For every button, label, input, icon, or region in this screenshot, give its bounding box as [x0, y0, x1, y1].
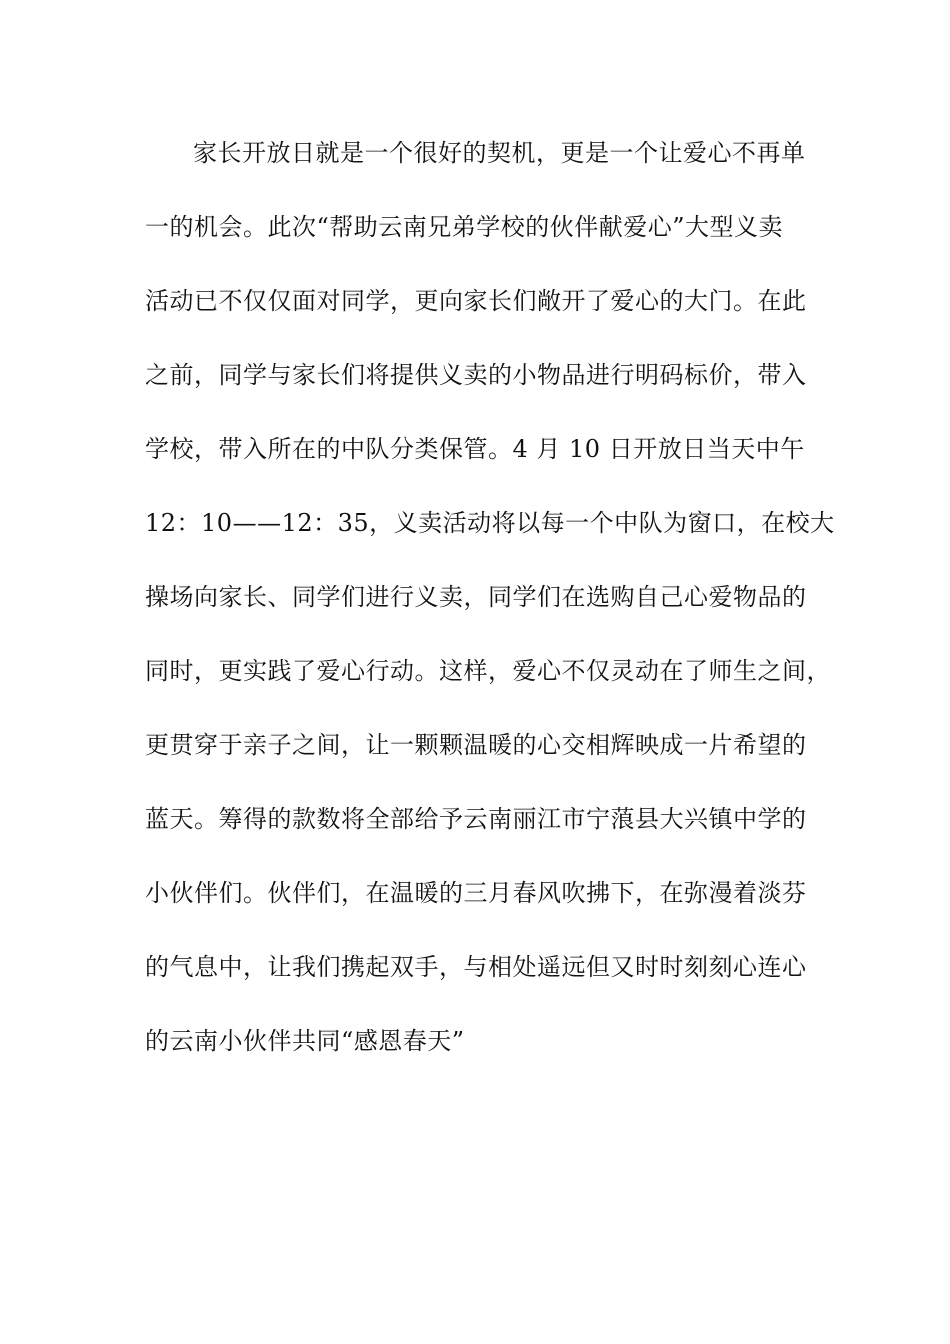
- document-body: [145, 132, 835, 1094]
- paragraph-line: 的气息中，让我们携起双手，与相处遥远但又时时刻刻心连心: [145, 953, 807, 981]
- paragraph-line: 家长开放日就是一个很好的契机，更是一个让爱心不再单: [193, 139, 806, 167]
- paragraph-line: 更贯穿于亲子之间，让一颗颗温暖的心交相辉映成一片希望的: [145, 731, 807, 759]
- paragraph-line: 一的机会。此次“帮助云南兄弟学校的伙伴献爱心”大型义卖: [145, 213, 784, 241]
- paragraph-line: 之前，同学与家长们将提供义卖的小物品进行明码标价，带入: [145, 361, 807, 389]
- paragraph-line: 的云南小伙伴共同“感恩春天”: [145, 1027, 465, 1055]
- paragraph-line: 12：10——12：35，义卖活动将以每一个中队为窗口，在校大: [145, 509, 835, 537]
- paragraph-line: 学校，带入所在的中队分类保管。4 月 10 日开放日当天中午: [145, 435, 805, 463]
- paragraph-line: 小伙伴们。伙伴们，在温暖的三月春风吹拂下，在弥漫着淡芬: [145, 879, 807, 907]
- paragraph-line: 同时，更实践了爱心行动。这样，爱心不仅灵动在了师生之间，: [145, 657, 831, 685]
- paragraph-line: 活动已不仅仅面对同学，更向家长们敞开了爱心的大门。在此: [145, 287, 807, 315]
- paragraph-line: 操场向家长、同学们进行义卖，同学们在选购自己心爱物品的: [145, 583, 807, 611]
- paragraph-line: 蓝天。筹得的款数将全部给予云南丽江市宁蒗县大兴镇中学的: [145, 805, 807, 833]
